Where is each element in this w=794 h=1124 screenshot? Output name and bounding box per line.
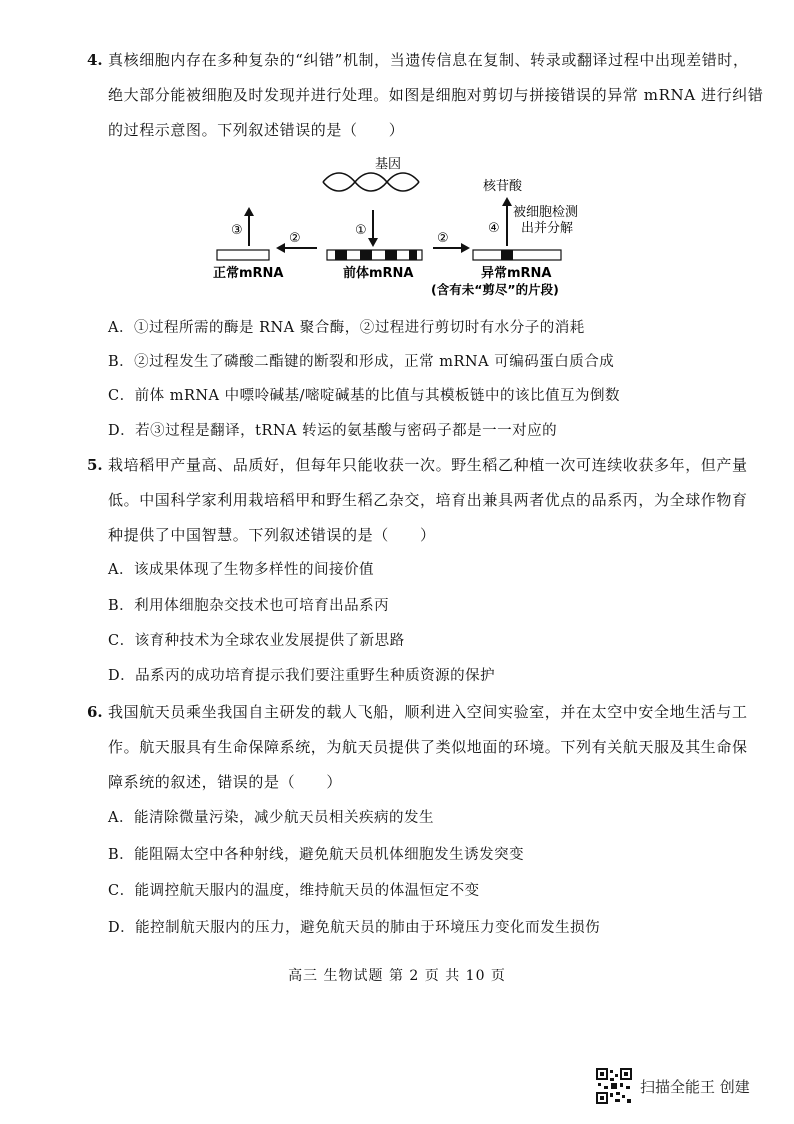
option-c: C．能调控航天服内的温度，维持航天员的体温恒定不变 bbox=[108, 883, 480, 899]
question-text-line: 作。航天服具有生命保障系统，为航天员提供了类似地面的环境。下列有关航天服及其生命保 bbox=[108, 738, 748, 756]
question-text-line: 种提供了中国智慧。下列叙述错误的是（ ） bbox=[108, 526, 436, 544]
step-4-label: ④ bbox=[488, 221, 500, 236]
question-number: 5. bbox=[87, 456, 103, 474]
pre-mrna-label: 前体mRNA bbox=[343, 266, 414, 281]
option-a: A．①过程所需的酶是 RNA 聚合酶，②过程进行剪切时有水分子的消耗 bbox=[108, 320, 585, 336]
question-text-line: 低。中国科学家利用栽培稻甲和野生稻乙杂交，培育出兼具两者优点的品系丙，为全球作物育 bbox=[108, 491, 748, 509]
scanner-watermark bbox=[596, 1068, 786, 1108]
normal-mrna-bar bbox=[217, 250, 269, 260]
dna-helix-icon bbox=[323, 173, 419, 191]
abnormal-mrna-bar bbox=[473, 250, 561, 260]
option-d: D．能控制航天服内的压力，避免航天员的肺由于环境压力变化而发生损伤 bbox=[108, 920, 601, 936]
arrow-step-3 bbox=[244, 207, 254, 246]
arrow-step-4 bbox=[502, 197, 512, 246]
scanner-credit: 扫描全能王 创建 bbox=[640, 1078, 750, 1096]
option-a: A．能清除微量污染，减少航天员相关疾病的发生 bbox=[108, 810, 434, 826]
step-2-left-label: ② bbox=[289, 231, 301, 246]
pre-mrna-bar bbox=[327, 250, 422, 260]
detected-label-line1: 被细胞检测 bbox=[513, 205, 579, 220]
option-c: C．前体 mRNA 中嘌呤碱基/嘧啶碱基的比值与其模板链中的该比值互为倒数 bbox=[108, 388, 621, 404]
qr-code-icon bbox=[596, 1068, 632, 1104]
option-c: C．该育种技术为全球农业发展提供了新思路 bbox=[108, 633, 405, 649]
abnormal-mrna-label: 异常mRNA bbox=[481, 266, 552, 281]
question-text-line: 真核细胞内存在多种复杂的“纠错”机制，当遗传信息在复制、转录或翻译过程中出现差错时， bbox=[108, 51, 749, 69]
normal-mrna-label: 正常mRNA bbox=[213, 266, 284, 281]
arrow-step-1 bbox=[368, 210, 378, 247]
nucleotide-label: 核苷酸 bbox=[483, 179, 523, 194]
question-text-line: 我国航天员乘坐我国自主研发的载人飞船，顺利进入空间实验室，并在太空中安全地生活与工 bbox=[108, 703, 748, 721]
gene-label: 基因 bbox=[375, 157, 402, 172]
step-3-label: ③ bbox=[231, 223, 243, 238]
option-d: D．若③过程是翻译，tRNA 转运的氨基酸与密码子都是一一对应的 bbox=[108, 423, 558, 439]
question-text-line: 障系统的叙述，错误的是（ ） bbox=[108, 773, 343, 791]
question-text-line: 的过程示意图。下列叙述错误的是（ ） bbox=[108, 121, 405, 139]
option-a: A．该成果体现了生物多样性的间接价值 bbox=[108, 562, 374, 578]
step-1-label: ① bbox=[355, 223, 367, 238]
option-b: B．能阻隔太空中各种射线，避免航天员机体细胞发生诱发突变 bbox=[108, 847, 525, 863]
detected-label-line2: 出并分解 bbox=[521, 221, 574, 236]
option-b: B．②过程发生了磷酸二酯键的断裂和形成，正常 mRNA 可编码蛋白质合成 bbox=[108, 354, 615, 370]
question-number: 4. bbox=[87, 51, 103, 69]
step-2-right-label: ② bbox=[437, 231, 449, 246]
option-d: D．品系丙的成功培育提示我们要注重野生种质资源的保护 bbox=[108, 668, 496, 684]
mrna-correction-diagram bbox=[205, 152, 600, 302]
question-text-line: 绝大部分能被细胞及时发现并进行处理。如图是细胞对剪切与拼接错误的异常 mRNA 进行纠错 bbox=[108, 86, 764, 104]
abnormal-mrna-note: (含有未“剪尽”的片段) bbox=[431, 282, 559, 297]
question-number: 6. bbox=[87, 703, 103, 721]
page-footer: 高三 生物试题 第 2 页 共 10 页 bbox=[288, 968, 506, 984]
option-b: B．利用体细胞杂交技术也可培育出品系丙 bbox=[108, 598, 390, 614]
question-text-line: 栽培稻甲产量高、品质好，但每年只能收获一次。野生稻乙种植一次可连续收获多年，但产量 bbox=[108, 456, 748, 474]
